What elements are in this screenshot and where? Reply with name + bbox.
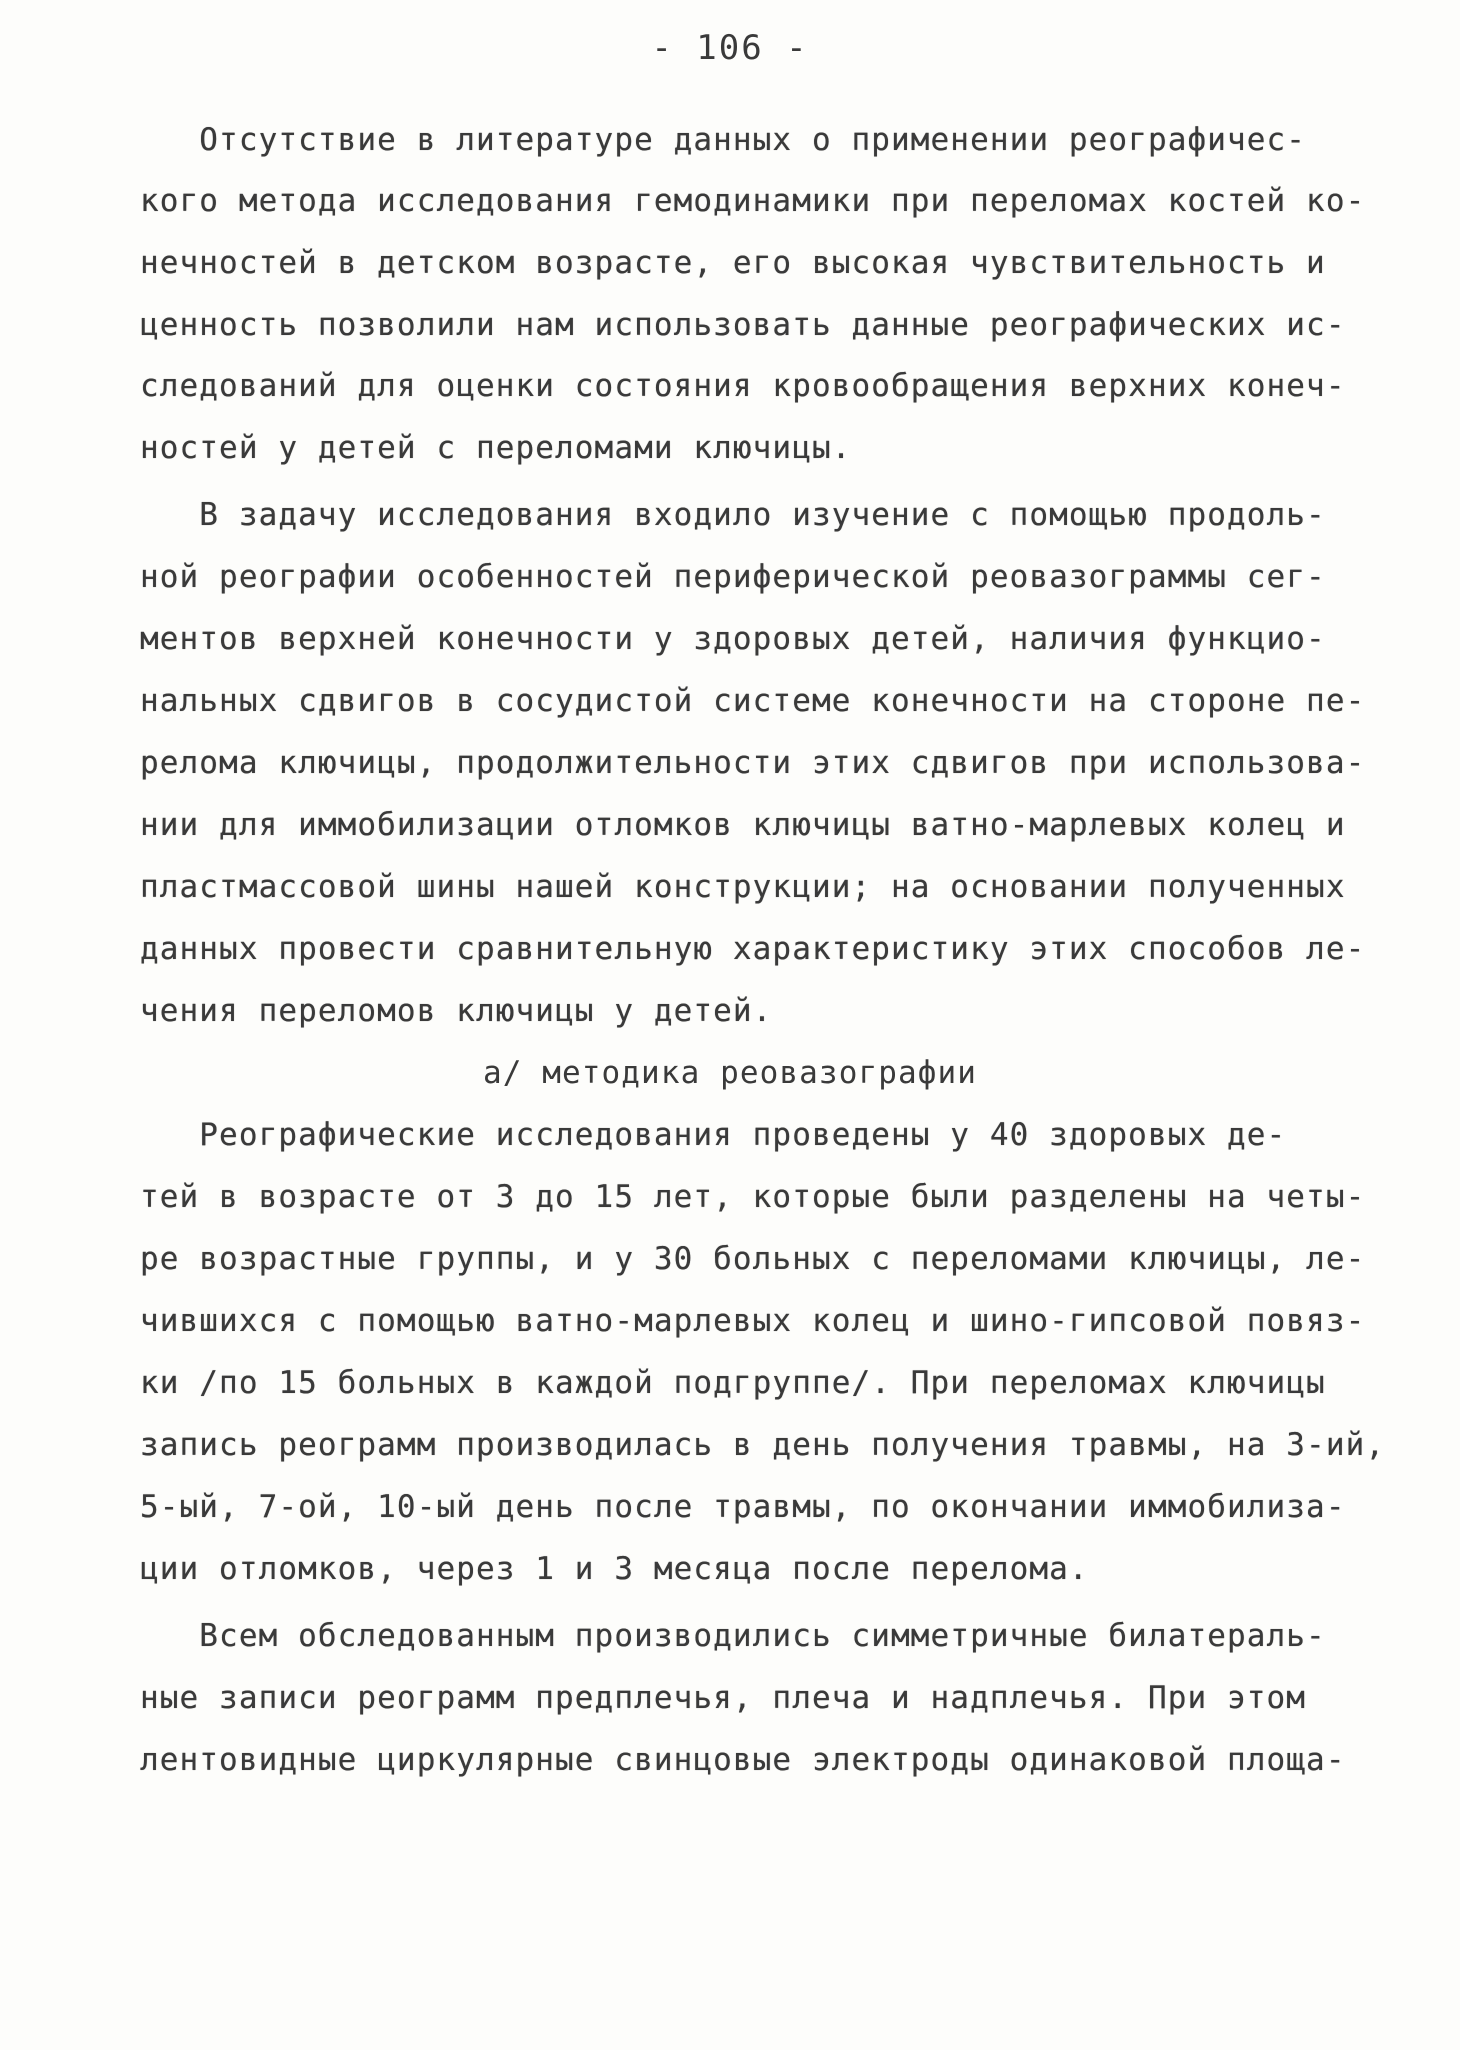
paragraph-2-line-2: ной реографии особенностей периферической реовазограммы сег- xyxy=(140,559,1326,595)
paragraph-2-line-7: пластмассовой шины нашей конструкции; на основании полученных xyxy=(140,869,1346,905)
paragraph-2-line-8: данных провести сравнительную характеристику этих способов ле- xyxy=(140,931,1366,967)
paragraph-3-line-4: чившихся с помощью ватно-марлевых колец и шино-гипсовой повяз- xyxy=(140,1303,1366,1339)
section-heading: а/ методика реовазографии xyxy=(482,1055,978,1091)
paragraph-3-line-8: ции отломков, через 1 и 3 месяца после перелома. xyxy=(140,1551,1089,1587)
paragraph-1-line-5: следований для оценки состояния кровообращения верхних конеч- xyxy=(140,368,1346,404)
paragraph-4-line-1: Всем обследованным производились симметричные билатераль- xyxy=(140,1618,1326,1654)
paragraph-2-line-1: В задачу исследования входило изучение с помощью продоль- xyxy=(140,497,1326,533)
paragraph-1-line-3: нечностей в детском возрасте, его высокая чувствительность и xyxy=(140,245,1326,281)
paragraph-2-line-9: чения переломов ключицы у детей. xyxy=(140,993,773,1029)
paragraph-1-line-6: ностей у детей с переломами ключицы. xyxy=(140,430,852,466)
paragraph-2-line-6: нии для иммобилизации отломков ключицы ватно-марлевых колец и xyxy=(140,807,1346,843)
paragraph-3-line-6: запись реограмм производилась в день получения травмы, на 3-ий, xyxy=(140,1427,1386,1463)
paragraph-4-line-2: ные записи реограмм предплечья, плеча и надплечья. При этом xyxy=(140,1680,1307,1716)
paragraph-3-line-3: ре возрастные группы, и у 30 больных с переломами ключицы, ле- xyxy=(140,1241,1366,1277)
paragraph-1-line-4: ценность позволили нам использовать данные реографических ис- xyxy=(140,307,1346,343)
paragraph-2-line-5: релома ключицы, продолжительности этих сдвигов при использова- xyxy=(140,745,1366,781)
paragraph-1-line-1: Отсутствие в литературе данных о применении реографичес- xyxy=(140,122,1307,158)
paragraph-2-line-3: ментов верхней конечности у здоровых детей, наличия функцио- xyxy=(140,621,1326,657)
paragraph-1-line-2: кого метода исследования гемодинамики при переломах костей ко- xyxy=(140,183,1366,219)
paragraph-4-line-3: лентовидные циркулярные свинцовые электроды одинаковой площа- xyxy=(140,1742,1346,1778)
paragraph-3-line-1: Реографические исследования проведены у 40 здоровых де- xyxy=(140,1117,1287,1153)
paragraph-3-line-7: 5-ый, 7-ой, 10-ый день после травмы, по окончании иммобилиза- xyxy=(140,1489,1346,1525)
page-number: - 106 - xyxy=(651,28,809,68)
paragraph-3-line-5: ки /по 15 больных в каждой подгруппе/. При переломах ключицы xyxy=(140,1365,1326,1401)
paragraph-2-line-4: нальных сдвигов в сосудистой системе конечности на стороне пе- xyxy=(140,683,1366,719)
paragraph-3-line-2: тей в возрасте от 3 до 15 лет, которые были разделены на четы- xyxy=(140,1179,1366,1215)
